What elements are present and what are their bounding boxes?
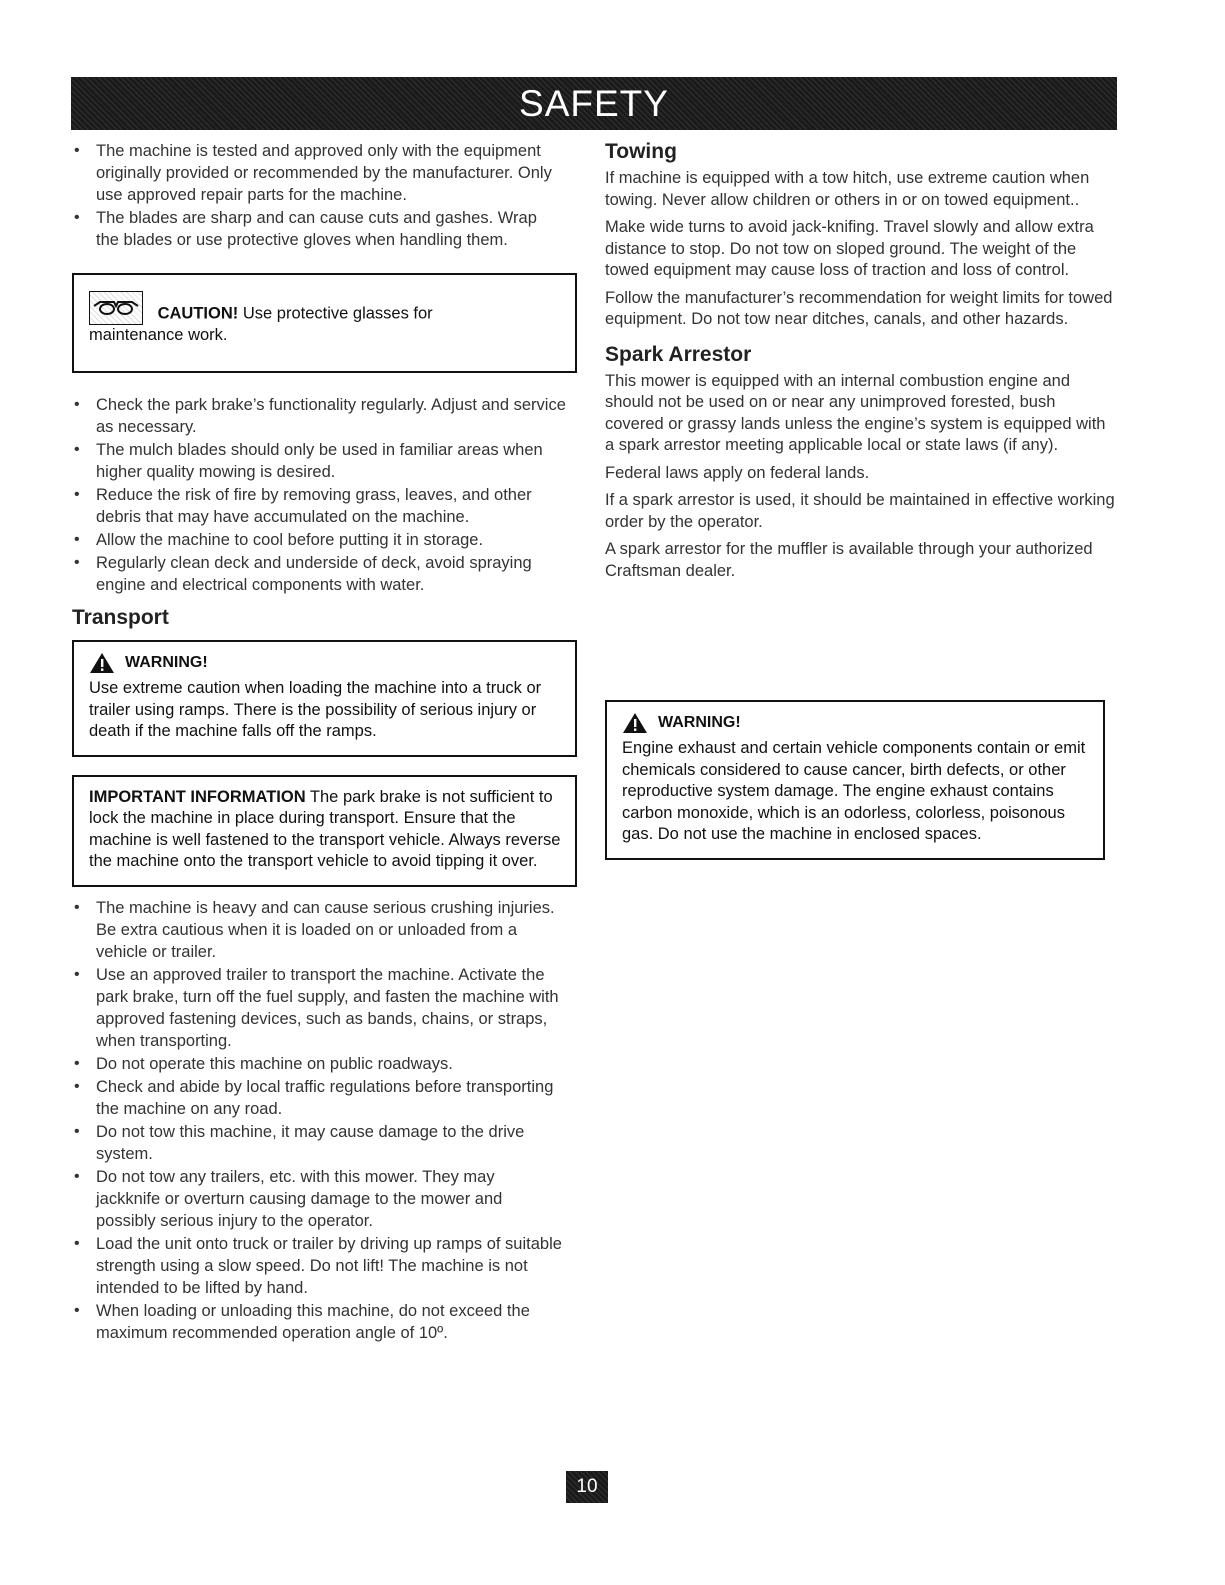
list-item: • Do not tow this machine, it may cause damage to the drive system. xyxy=(72,1121,563,1165)
list-item: • Do not operate this machine on public roadways. xyxy=(72,1053,563,1075)
spark-paragraph: If a spark arrestor is used, it should be maintained in effective working order by the operator. xyxy=(605,491,1115,531)
spark-paragraph: This mower is equipped with an internal combustion engine and should not be used on or near any unimproved forested, bush covered or grassy lands unless the engine’s system is equipped with a spark arrestor meeting applicable local or state laws (if any). xyxy=(605,371,1106,454)
bullet-list-mid xyxy=(72,394,577,596)
caution-text-line2: maintenance work. xyxy=(89,326,228,344)
list-item: • Check the park brake’s functionality regularly. Adjust and service as necessary. xyxy=(72,394,577,438)
important-info-box xyxy=(72,775,577,887)
page-number: 10 xyxy=(566,1471,608,1503)
left-column xyxy=(72,140,577,1345)
towing-paragraph: Make wide turns to avoid jack-knifing. Travel slowly and allow extra distance to stop. Do not tow on sloped ground. The weight of the towed equipment may cause loss of traction and loss of control. xyxy=(605,218,1094,279)
list-item: • The blades are sharp and can cause cuts and gashes. Wrap the blades or use protective gloves when handling them. xyxy=(72,207,557,251)
caution-text: Use protective glasses for xyxy=(242,304,433,323)
list-item: • The machine is heavy and can cause serious crushing injuries. Be extra cautious when it is loaded on or unloaded from a vehicle or trailer. xyxy=(72,897,563,963)
list-item: • Load the unit onto truck or trailer by driving up ramps of suitable strength using a slow speed. Do not lift! The machine is not intended to be lifted by hand. xyxy=(72,1233,563,1299)
list-item: • Do not tow any trailers, etc. with this mower. They may jackknife or overturn causing damage to the mower and possibly serious injury to the operator. xyxy=(72,1166,563,1232)
list-item: • Regularly clean deck and underside of deck, avoid spraying engine and electrical components with water. xyxy=(72,552,577,596)
safety-banner xyxy=(71,77,1117,130)
list-item: • The machine is tested and approved only with the equipment originally provided or recommended by the manufacturer. Only use approved repair parts for the machine. xyxy=(72,140,557,206)
list-item: • Allow the machine to cool before putting it in storage. xyxy=(72,529,577,551)
towing-paragraph: Follow the manufacturer’s recommendation for weight limits for towed equipment. Do not tow near ditches, canals, and other hazards. xyxy=(605,288,1113,328)
warning-label: WARNING! xyxy=(658,714,741,732)
page-title: SAFETY xyxy=(519,82,669,124)
list-item: • Use an approved trailer to transport the machine. Activate the park brake, turn off the fuel supply, and fasten the machine with approved fastening devices, such as bands, chains, or straps, when transporting. xyxy=(72,964,563,1052)
warning-text: Engine exhaust and certain vehicle components contain or emit chemicals considered to cause cancer, birth defects, or other reproductive system damage. The engine exhaust contains carbon monoxide, which is an odorless, colorless, poisonous gas. Do not use the machine in enclosed spaces. xyxy=(622,739,1086,843)
warning-triangle-icon xyxy=(89,652,115,674)
caution-label: CAUTION! xyxy=(157,304,239,323)
transport-warning-box xyxy=(72,640,577,757)
towing-heading: Towing xyxy=(605,140,677,163)
safety-glasses-icon xyxy=(89,291,143,325)
transport-heading: Transport xyxy=(72,606,169,629)
warning-label: WARNING! xyxy=(125,654,208,672)
caution-box xyxy=(72,273,577,373)
bullet-list-bottom xyxy=(72,897,563,1344)
important-label: IMPORTANT INFORMATION xyxy=(89,787,306,806)
list-item: • The mulch blades should only be used in familiar areas when higher quality mowing is desired. xyxy=(72,439,577,483)
important-text: The park brake is not sufficient to lock the machine in place during transport. Ensure that the machine is well fastened to the transport vehicle. Always reverse the machine onto the transport vehicle to avoid tipping it over. xyxy=(89,787,561,870)
spark-paragraph: Federal laws apply on federal lands. xyxy=(605,463,870,482)
spark-paragraph: A spark arrestor for the muffler is available through your authorized Craftsman dealer. xyxy=(605,540,1093,580)
list-item: • Check and abide by local traffic regulations before transporting the machine on any road. xyxy=(72,1076,563,1120)
right-column xyxy=(605,140,1115,843)
list-item: • Reduce the risk of fire by removing grass, leaves, and other debris that may have accumulated on the machine. xyxy=(72,484,577,528)
warning-triangle-icon xyxy=(622,712,648,734)
list-item: • When loading or unloading this machine, do not exceed the maximum recommended operation angle of 10º. xyxy=(72,1300,563,1344)
warning-text: Use extreme caution when loading the machine into a truck or trailer using ramps. There is the possibility of serious injury or death if the machine falls off the ramps. xyxy=(89,679,542,740)
towing-paragraph: If machine is equipped with a tow hitch, use extreme caution when towing. Never allow children or others in or on towed equipment.. xyxy=(605,169,1090,209)
spark-arrestor-heading: Spark Arrestor xyxy=(605,342,752,366)
bullet-list-top xyxy=(72,140,557,251)
exhaust-warning-box xyxy=(605,700,1105,860)
